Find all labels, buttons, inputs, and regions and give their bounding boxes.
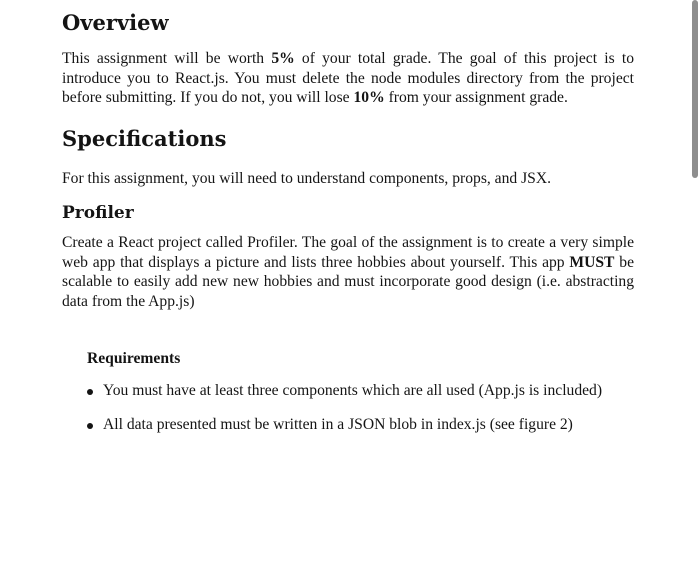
specifications-heading: Specifications (62, 125, 227, 151)
overview-grade-percent: 5% (271, 50, 295, 67)
bullet-icon (87, 389, 93, 395)
profiler-text-2: be scalable to easily add new new hobbies and must incorporate good design (i.e. abstracting data from the App.js) (62, 253, 634, 310)
requirements-list (87, 381, 634, 434)
profiler-heading: Profiler (62, 203, 134, 223)
requirement-text: You must have at least three components which are all used (App.js is included) (103, 382, 603, 399)
overview-penalty-percent: 10% (353, 89, 385, 106)
overview-heading: Overview (62, 10, 169, 35)
profiler-text-1: Create a React project called Profiler. The goal of the assignment is to create a very simple web app that displays a picture and lists three hobbies about yourself. This app (62, 234, 634, 271)
scrollbar[interactable] (692, 0, 698, 178)
requirements-heading: Requirements (87, 350, 181, 367)
specifications-paragraph: For this assignment, you will need to understand components, props, and JSX. (62, 169, 551, 187)
overview-text-2: of your total grade. The goal of this project is to introduce you to React.js. You must delete the node modules directory from the project before submitting. If you do not, you will lose (62, 50, 634, 106)
requirements-section (87, 349, 634, 434)
bullet-icon (87, 423, 93, 429)
requirement-item (87, 415, 634, 435)
overview-text-3: from your assignment grade. (384, 89, 568, 106)
requirement-item (87, 381, 634, 401)
profiler-must: MUST (569, 253, 615, 271)
profiler-paragraph (62, 233, 634, 311)
requirement-text: All data presented must be written in a JSON blob in index.js (see figure 2) (103, 415, 573, 433)
overview-paragraph (62, 49, 634, 108)
overview-text-1: This assignment will be worth (62, 50, 272, 67)
document-content (62, 6, 634, 434)
